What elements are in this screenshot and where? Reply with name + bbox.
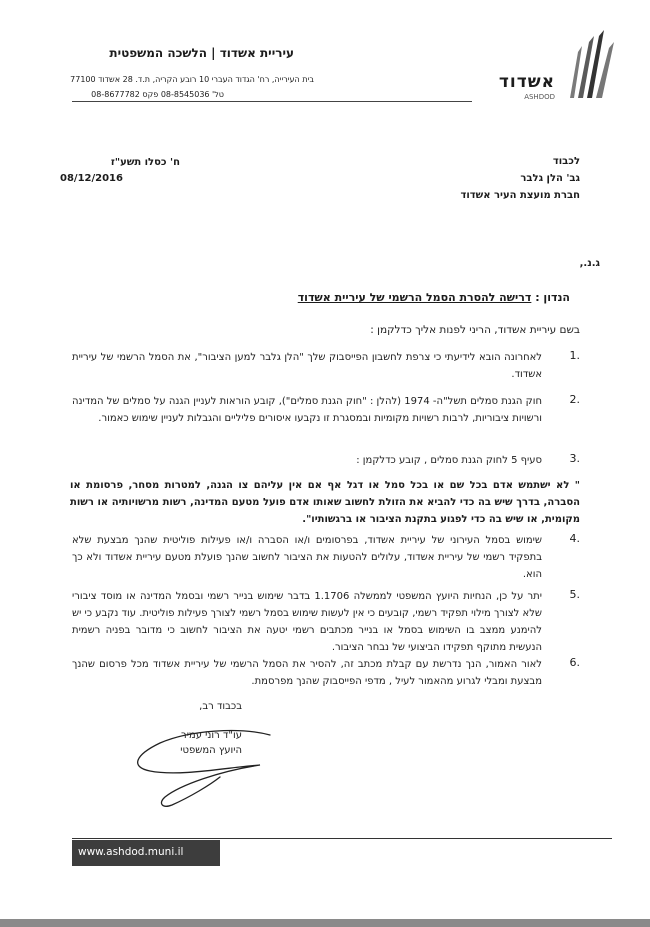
closing: בכבוד רב, — [199, 701, 242, 712]
footer-divider — [72, 838, 612, 839]
greeting: בשם עיריית אשדוד, הריני לפנות אליך כדלקמן : — [370, 324, 580, 336]
item-number: 3. — [569, 452, 580, 465]
footer-website-link[interactable]: www.ashdod.muni.il — [78, 846, 184, 858]
signer-title: היועץ המשפטי — [180, 745, 242, 756]
item-text: לאחרונה הובא לידיעתי כי צרפת לחשבון הפייסבוק שלך "הלן גלבר למען הציבור", את הסמל הרשמי של עיריית אשדוד. — [72, 352, 542, 380]
item-text: חוק הגנת סמלים תשל"ה- 1974 (להלן : "חוק הגנת סמלים"), קובע הוראות לעניין הגנה על סמלים של המדינה ורשויות ציבוריות, לרבות רשויות מקומיות ובמסגרת זו נקבעו איסורים פליליים והגבלות לעניין שימוש כאמור. — [72, 396, 543, 424]
reference-mark: ג.נ., — [579, 258, 600, 269]
header-divider — [72, 101, 472, 102]
logo-wordmark: אשדוד — [498, 72, 555, 92]
signature-icon — [120, 705, 280, 815]
date-gregorian: 08/12/2016 — [60, 173, 123, 184]
recipient-salutation: לכבוד — [552, 156, 580, 167]
subject-text: דרישה להסרת הסמל הרשמי של עיריית אשדוד — [297, 291, 532, 304]
subject-line — [90, 291, 570, 304]
item-text: לאור האמור, הנך נדרשת עם קבלת מכתב זה, להסיר את הסמל הרשמי של עיריית אשדוד מכל פרסום שהנך מבצעת ומבלי לגרוע מהאמור לעיל , מדפי הפייסבוק שהנך מפרסמת. — [72, 659, 542, 687]
header-phones: טל' 08-8545036 פקס 08-8677782 — [91, 90, 224, 99]
signer-name: עו"ד רוני עמיר — [181, 730, 242, 741]
item-number: 1. — [569, 349, 580, 362]
bottom-band — [0, 919, 650, 927]
item-number: 6. — [569, 656, 580, 669]
header-address: בית העירייה, רח' הגדוד העברי 10 רובע הקריה, ת.ד. 28 אשדוד 77100 — [70, 75, 314, 84]
header-department: עיריית אשדוד | הלשכה המשפטית — [109, 46, 294, 60]
recipient-name: גב' הלן גלבר — [520, 173, 580, 184]
item-text: סעיף 5 לחוק הגנת סמלים , קובע כדלקמן : — [356, 455, 542, 466]
recipient-block — [320, 153, 580, 204]
item-text: יתר על כן, הנחיות היועץ המשפטי לממשלה 1.1706 בדבר שימוש בנייר רשמי ובסמל המדינה או מוסד ציבורי שלא לצורך מילוי תפקיד רשמי, קובעים כי אין לעשות שימוש בסמל רשמי לצורך פעילות פוליטית. עוד נקבע כי יש להימנע ממצב בו השימוש בסמל או בנייר מכתבים רשמי יטעה את הציבור לחשוב כי מדובר בפניה רשמית הנעשית מתוקף תפקידו הביצועי של נבחר הציבור. — [72, 591, 542, 653]
quoted-law-text: " לא ישתמש אדם בכל שם או בכל סמל או דגל אף אם אין עליהם צו הגנה, למטרות מסחר, פרסומת או הסברה, בדרך שיש בה כדי להביא את הזולת לחשוב שאותו אדם פועל מטעם המדינה, רשות מרשויותיה או רשות מקומית, או שיש בה כדי לפגוע בתקנת הציבור או ברגשותיו". — [70, 480, 580, 525]
subject-label: הנדון : — [535, 291, 570, 304]
item-text: שימוש בסמל העירוני של עיריית אשדוד, בפרסומים ו/או הסברה ו/או פעילות פוליטית שהנך מבצעת שלא בתפקיד רשמי של עיריית אשדוד, עלולים להטעות את הציבור לחשוב שהנך פועלת מטעם עיריית אשדוד ולא כך הוא. — [72, 535, 542, 580]
date-hebrew: ח' כסלו תשע"ז — [110, 157, 180, 168]
recipient-org: חברת מועצת העיר אשדוד — [460, 190, 580, 201]
item-number: 5. — [569, 588, 580, 601]
item-number: 4. — [569, 532, 580, 545]
logo-latin: ASHDOD — [524, 93, 555, 101]
item-number: 2. — [569, 393, 580, 406]
